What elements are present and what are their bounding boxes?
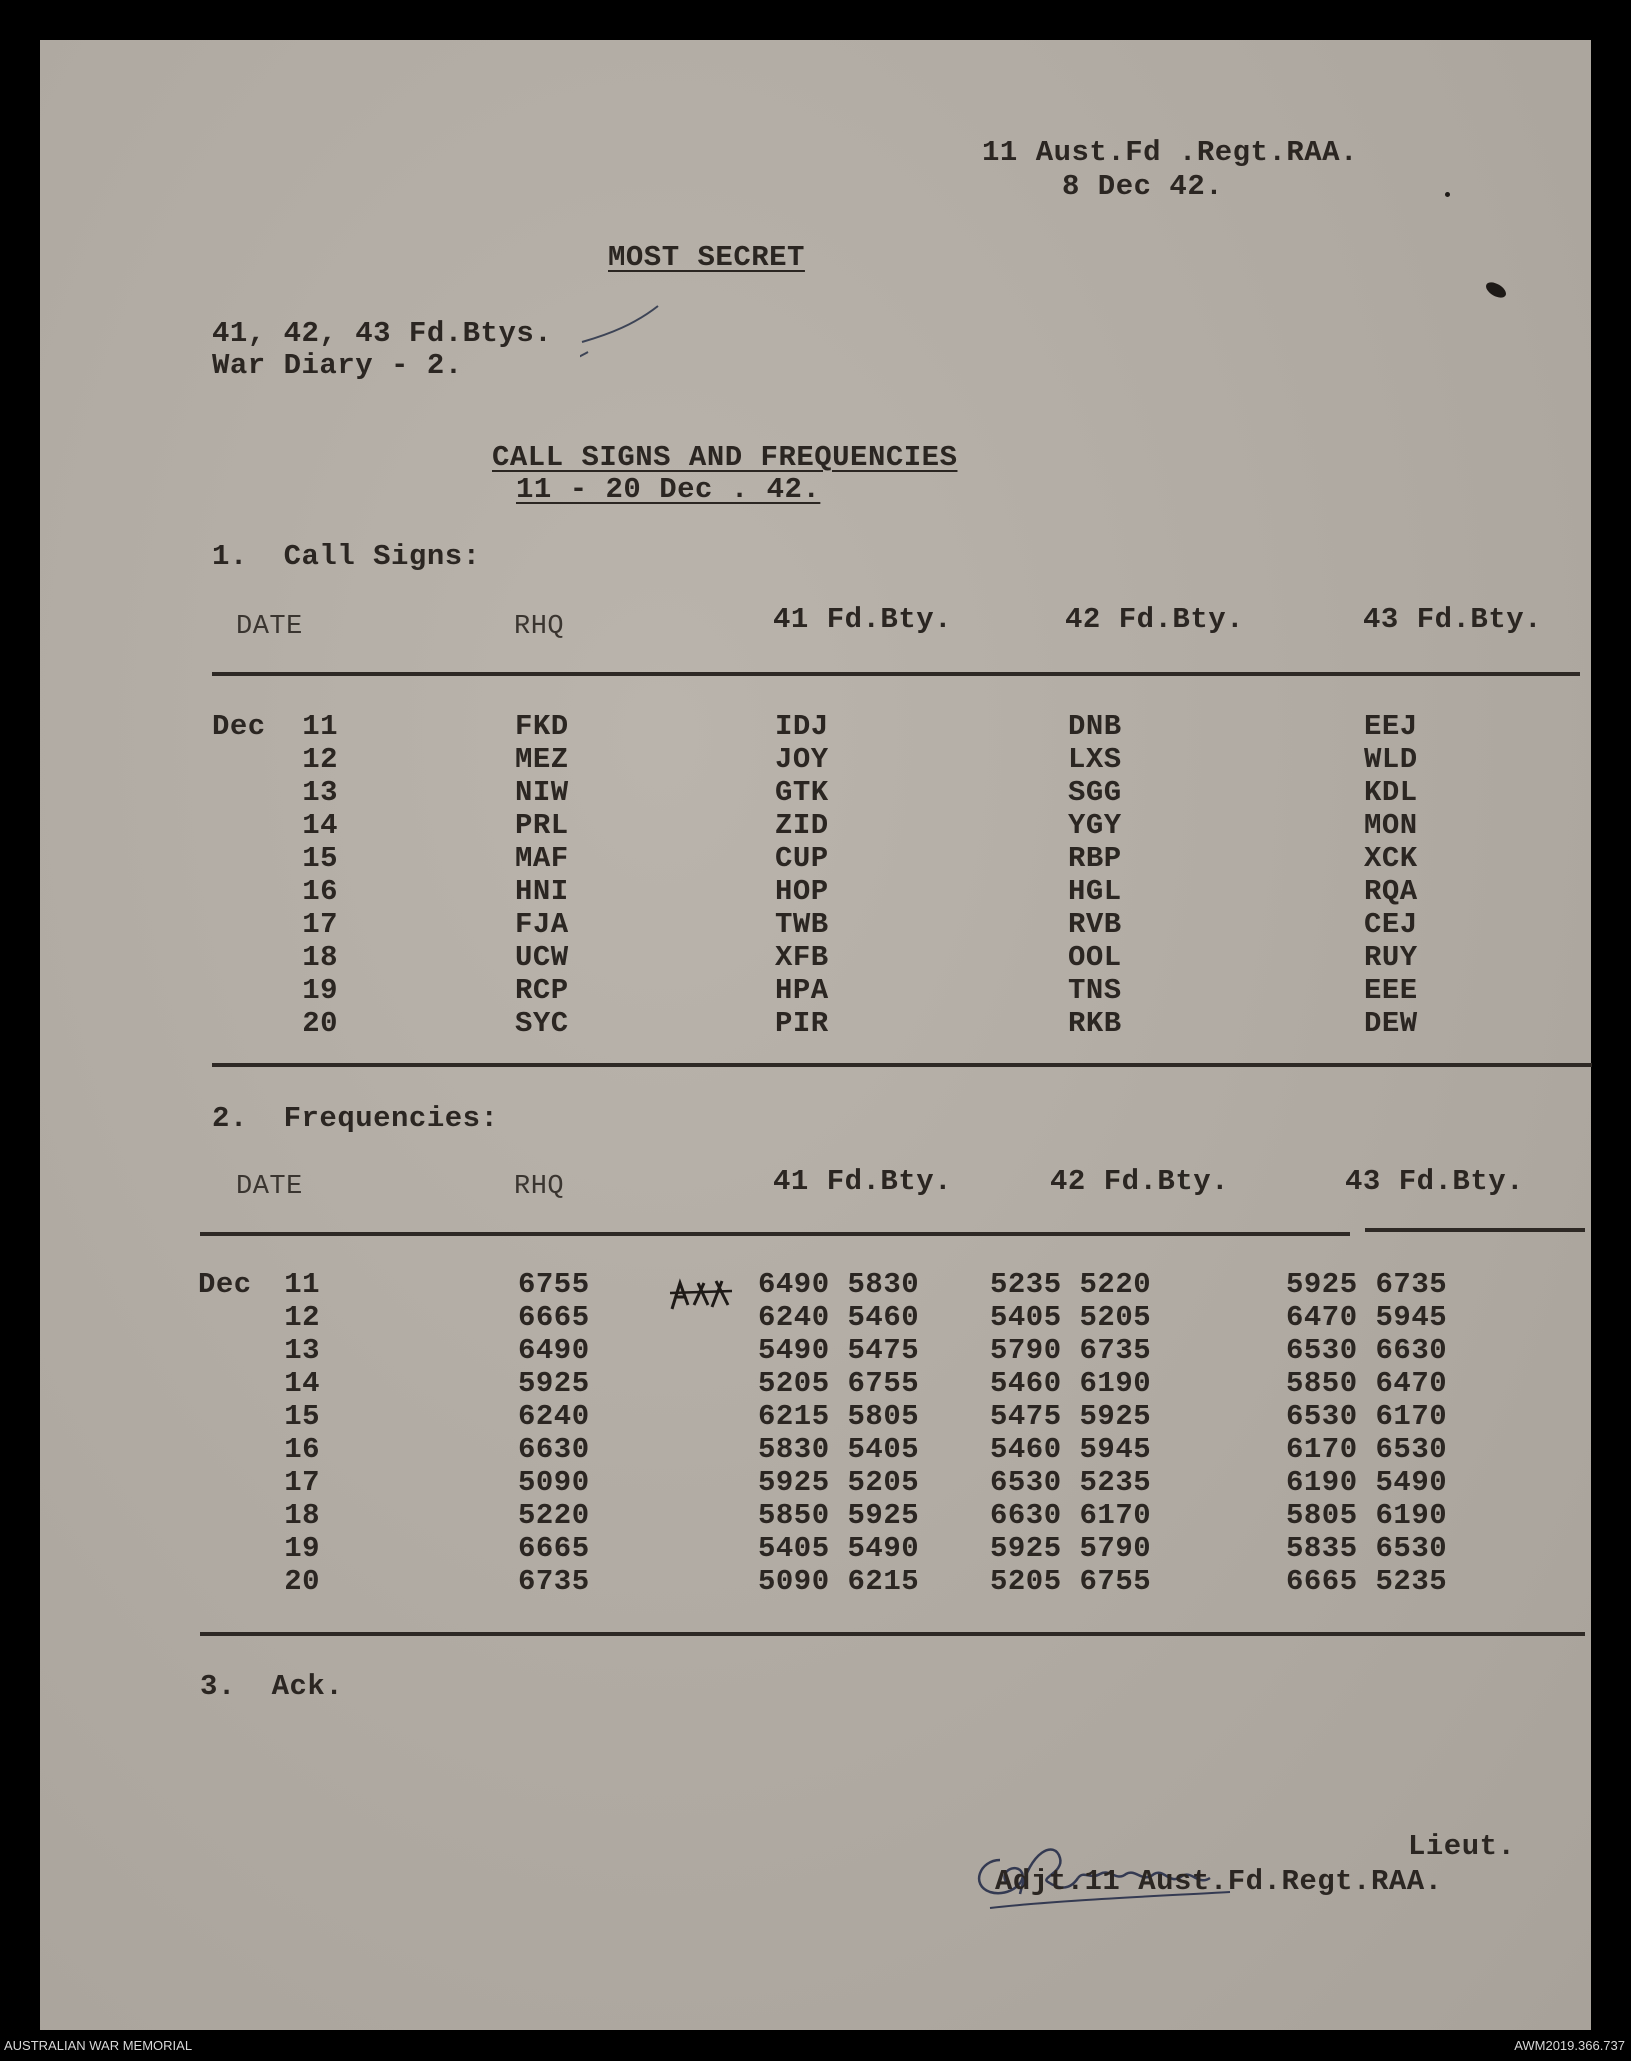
list-item: 11 (284, 1268, 320, 1301)
list-item: 13 (302, 776, 338, 809)
call-signs-col-date: DATE (236, 612, 303, 642)
frequencies-43-column (1286, 1268, 1447, 1598)
list-item: ZID (775, 809, 829, 842)
list-item: GTK (775, 776, 829, 809)
list-item: 5475 5925 (990, 1400, 1152, 1433)
list-item: 11 (302, 710, 338, 743)
call-signs-col-42: 42 Fd.Bty. (1065, 603, 1245, 636)
list-item: FJA (515, 908, 569, 941)
list-item: 6490 (518, 1334, 590, 1367)
footer-institution: AUSTRALIAN WAR MEMORIAL (4, 2038, 193, 2053)
list-item: 14 (302, 809, 338, 842)
list-item: SGG (1068, 776, 1122, 809)
list-item: CUP (775, 842, 829, 875)
classification-heading: MOST SECRET (608, 241, 805, 274)
list-item: WLD (1364, 743, 1418, 776)
list-item: 6215 5805 (758, 1400, 920, 1433)
footer-accession-number: AWM2019.366.737 (1514, 2038, 1625, 2053)
list-item: 12 (284, 1301, 320, 1334)
addressees-line-1: 41, 42, 43 Fd.Btys. (212, 317, 553, 350)
ink-speck (1445, 192, 1450, 197)
list-item: KDL (1364, 776, 1418, 809)
list-item: 19 (302, 974, 338, 1007)
frequencies-bottom-rule (200, 1632, 1585, 1636)
list-item: 5235 5220 (990, 1268, 1152, 1301)
list-item: 18 (284, 1499, 320, 1532)
list-item: 5405 5205 (990, 1301, 1152, 1334)
list-item: 12 (302, 743, 338, 776)
document-date: 8 Dec 42. (1062, 170, 1224, 203)
list-item: 6470 5945 (1286, 1301, 1448, 1334)
list-item: HGL (1068, 875, 1122, 908)
call-signs-rhq-column (515, 710, 569, 1040)
list-item: HNI (515, 875, 569, 908)
list-item: 5205 6755 (758, 1367, 920, 1400)
signatory-appointment: Adjt.11 Aust.Fd.Regt.RAA. (995, 1865, 1443, 1898)
list-item: TNS (1068, 974, 1122, 1007)
list-item: UCW (515, 941, 569, 974)
list-item: LXS (1068, 743, 1122, 776)
addressees-line-2: War Diary - 2. (212, 349, 463, 382)
list-item: 5220 (518, 1499, 590, 1532)
list-item: CEJ (1364, 908, 1418, 941)
list-item: 6665 (518, 1532, 590, 1565)
list-item: JOY (775, 743, 829, 776)
list-item: 5790 6735 (990, 1334, 1152, 1367)
call-signs-bottom-rule (212, 1063, 1592, 1067)
list-item: DNB (1068, 710, 1122, 743)
list-item: FKD (515, 710, 569, 743)
call-signs-41-column (775, 710, 829, 1040)
list-item: SYC (515, 1007, 569, 1040)
list-item: 5850 6470 (1286, 1367, 1448, 1400)
section-3-acknowledge: 3. Ack. (200, 1670, 344, 1703)
frequencies-col-date: DATE (236, 1172, 303, 1202)
list-item: 5850 5925 (758, 1499, 920, 1532)
list-item: 15 (302, 842, 338, 875)
frequencies-col-42: 42 Fd.Bty. (1050, 1165, 1230, 1198)
frequencies-42-column (990, 1268, 1151, 1598)
list-item: 5460 6190 (990, 1367, 1152, 1400)
list-item: 5090 6215 (758, 1565, 920, 1598)
list-item: MEZ (515, 743, 569, 776)
list-item: 6170 6530 (1286, 1433, 1448, 1466)
list-item: 5405 5490 (758, 1532, 920, 1565)
list-item: 6530 6170 (1286, 1400, 1448, 1433)
list-item: 16 (284, 1433, 320, 1466)
list-item: TWB (775, 908, 829, 941)
call-signs-top-rule (212, 672, 1580, 676)
list-item: 5925 5790 (990, 1532, 1152, 1565)
list-item: PIR (775, 1007, 829, 1040)
list-item: MAF (515, 842, 569, 875)
pencil-tick-marks (580, 300, 670, 390)
list-item: RVB (1068, 908, 1122, 941)
frequencies-col-41: 41 Fd.Bty. (773, 1165, 953, 1198)
list-item: OOL (1068, 941, 1122, 974)
list-item: 20 (302, 1007, 338, 1040)
list-item: 5925 5205 (758, 1466, 920, 1499)
call-signs-42-column (1068, 710, 1122, 1040)
list-item: HPA (775, 974, 829, 1007)
list-item: 6735 (518, 1565, 590, 1598)
frequencies-month: Dec (198, 1268, 252, 1301)
frequencies-col-rhq: RHQ (514, 1172, 565, 1202)
list-item: HOP (775, 875, 829, 908)
list-item: 5490 5475 (758, 1334, 920, 1367)
list-item: MON (1364, 809, 1418, 842)
call-signs-col-41: 41 Fd.Bty. (773, 603, 953, 636)
frequencies-col-43: 43 Fd.Bty. (1345, 1165, 1525, 1198)
list-item: 14 (284, 1367, 320, 1400)
list-item: 17 (302, 908, 338, 941)
list-item: 6665 (518, 1301, 590, 1334)
list-item: RCP (515, 974, 569, 1007)
list-item: 16 (302, 875, 338, 908)
list-item: 5205 6755 (990, 1565, 1152, 1598)
list-item: NIW (515, 776, 569, 809)
document-title-line-2: 11 - 20 Dec . 42. (516, 473, 821, 506)
call-signs-43-column (1364, 710, 1418, 1040)
list-item: 18 (302, 941, 338, 974)
signatory-rank: Lieut. (1408, 1830, 1516, 1863)
list-item: 5925 (518, 1367, 590, 1400)
list-item: 6240 5460 (758, 1301, 920, 1334)
list-item: 6530 6630 (1286, 1334, 1448, 1367)
list-item: 6630 6170 (990, 1499, 1152, 1532)
call-signs-col-rhq: RHQ (514, 612, 565, 642)
section-1-heading: 1. Call Signs: (212, 540, 481, 573)
frequencies-rhq-column (518, 1268, 590, 1598)
list-item: YGY (1068, 809, 1122, 842)
list-item: 13 (284, 1334, 320, 1367)
list-item: 6530 5235 (990, 1466, 1152, 1499)
call-signs-col-43: 43 Fd.Bty. (1363, 603, 1543, 636)
section-2-heading: 2. Frequencies: (212, 1102, 499, 1135)
list-item: 6190 5490 (1286, 1466, 1448, 1499)
list-item: 19 (284, 1532, 320, 1565)
list-item: XFB (775, 941, 829, 974)
list-item: 5460 5945 (990, 1433, 1152, 1466)
list-item: RUY (1364, 941, 1418, 974)
handwritten-strike-mark (668, 1275, 734, 1315)
frequencies-top-rule-left (200, 1232, 1350, 1236)
list-item: 5835 6530 (1286, 1532, 1448, 1565)
list-item: 5805 6190 (1286, 1499, 1448, 1532)
list-item: XCK (1364, 842, 1418, 875)
list-item: 20 (284, 1565, 320, 1598)
list-item: 6665 5235 (1286, 1565, 1448, 1598)
call-signs-month: Dec (212, 710, 266, 743)
list-item: 6755 (518, 1268, 590, 1301)
list-item: 5090 (518, 1466, 590, 1499)
frequencies-top-rule-right (1365, 1228, 1585, 1232)
document-title-line-1: CALL SIGNS AND FREQUENCIES (492, 441, 958, 474)
list-item: IDJ (775, 710, 829, 743)
list-item: EEE (1364, 974, 1418, 1007)
list-item: 17 (284, 1466, 320, 1499)
list-item: DEW (1364, 1007, 1418, 1040)
list-item: 5830 5405 (758, 1433, 920, 1466)
list-item: RQA (1364, 875, 1418, 908)
list-item: RKB (1068, 1007, 1122, 1040)
list-item: RBP (1068, 842, 1122, 875)
list-item: 6240 (518, 1400, 590, 1433)
list-item: PRL (515, 809, 569, 842)
unit-designation: 11 Aust.Fd .Regt.RAA. (982, 136, 1358, 169)
list-item: EEJ (1364, 710, 1418, 743)
list-item: 15 (284, 1400, 320, 1433)
list-item: 6630 (518, 1433, 590, 1466)
list-item: 5925 6735 (1286, 1268, 1448, 1301)
call-signs-days (280, 710, 338, 1040)
frequencies-41-column (758, 1268, 919, 1598)
list-item: 6490 5830 (758, 1268, 920, 1301)
frequencies-days (262, 1268, 320, 1598)
